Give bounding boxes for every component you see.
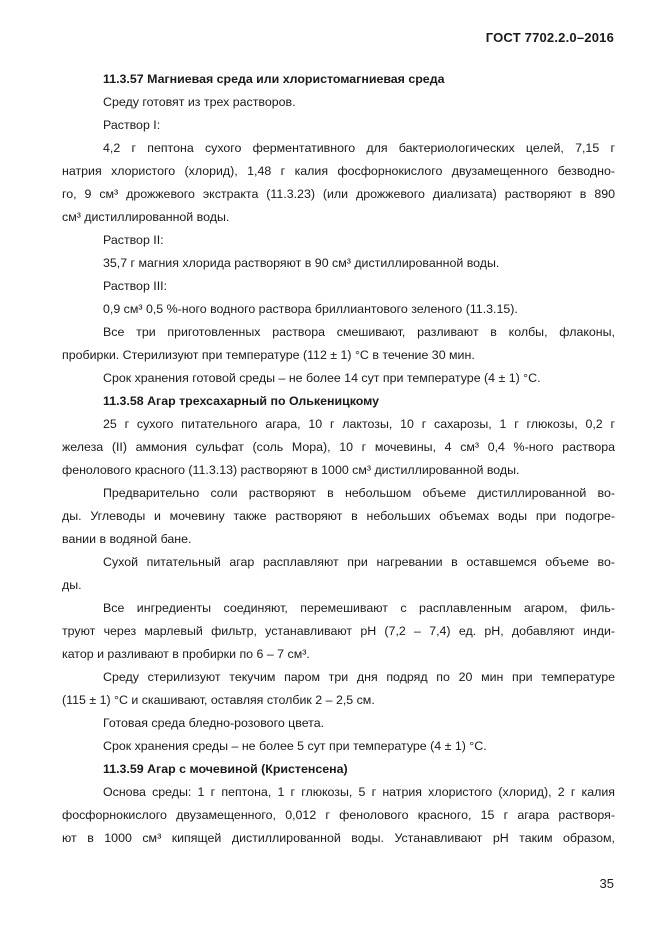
text-line: Среду готовят из трех растворов. — [103, 95, 296, 109]
text-line: ют в 1000 см³ кипящей дистиллированной воды. Устанавливают рН таким образом, — [62, 831, 615, 845]
section-heading: 11.3.57 Магниевая среда или хлористомагниевая среда — [103, 72, 445, 86]
text-line: Все три приготовленных раствора смешивают, разливают в колбы, флаконы, — [103, 325, 615, 339]
text-line: пробирки. Стерилизуют при температуре (112 ± 1) °С в течение 30 мин. — [62, 348, 475, 362]
text-line: Основа среды: 1 г пептона, 1 г глюкозы, 5 г натрия хлористого (хлорид), 2 г калия — [103, 785, 615, 799]
text-line: 0,9 см³ 0,5 %-ного водного раствора бриллиантового зеленого (11.3.15). — [103, 302, 518, 316]
text-line: вании в водяной бане. — [62, 532, 192, 546]
text-line: Предварительно соли растворяют в небольшом объеме дистиллированной во- — [103, 486, 615, 500]
text-line: труют через марлевый фильтр, устанавливают рН (7,2 – 7,4) ед. рН, добавляют инди- — [62, 624, 615, 638]
text-line: катор и разливают в пробирки по 6 – 7 см³. — [62, 647, 310, 661]
text-line: фосфорнокислого двузамещенного, 0,012 г фенолового красного, 15 г агара растворя- — [62, 808, 615, 822]
text-line: Раствор III: — [103, 279, 168, 293]
text-line: Все ингредиенты соединяют, перемешивают с расплавленным агаром, филь- — [103, 601, 615, 615]
text-line: Готовая среда бледно-розового цвета. — [103, 716, 325, 730]
text-line: ды. Углеводы и мочевину также растворяют в небольших объемах воды при подогре- — [62, 509, 615, 523]
text-line: 35,7 г магния хлорида растворяют в 90 см³ дистиллированной воды. — [103, 256, 500, 270]
text-line: 4,2 г пептона сухого ферментативного для бактериологических целей, 7,15 г — [103, 141, 615, 155]
text-line: го, 9 см³ дрожжевого экстракта (11.3.23) (или дрожжевого диализата) растворяют в 890 — [62, 187, 615, 201]
text-line: Сухой питательный агар расплавляют при нагревании в оставшемся объеме во- — [103, 555, 615, 569]
text-line: см³ дистиллированной воды. — [62, 210, 230, 224]
text-line: 25 г сухого питательного агара, 10 г лактозы, 10 г сахарозы, 1 г глюкозы, 0,2 г — [103, 417, 615, 431]
text-line: железа (II) аммония сульфат (соль Мора), 10 г мочевины, 4 см³ 0,4 %-ного раствора — [62, 440, 615, 454]
page-number: 35 — [599, 876, 614, 891]
text-line: фенолового красного (11.3.13) растворяют в 1000 см³ дистиллированной воды. — [62, 463, 520, 477]
text-line: Срок хранения среды – не более 5 сут при температуре (4 ± 1) °С. — [103, 739, 487, 753]
text-line: Раствор II: — [103, 233, 164, 247]
text-line: ды. — [62, 578, 82, 592]
text-line: (115 ± 1) °С и скашивают, оставляя столбик 2 – 2,5 см. — [62, 693, 375, 707]
document-code: ГОСТ 7702.2.0–2016 — [485, 30, 614, 45]
text-line: Раствор I: — [103, 118, 161, 132]
document-body — [62, 68, 615, 850]
section-heading: 11.3.58 Агар трехсахарный по Олькеницкому — [103, 394, 380, 408]
text-line: Срок хранения готовой среды – не более 14 сут при температуре (4 ± 1) °С. — [103, 371, 541, 385]
text-line: натрия хлористого (хлорид), 1,48 г калия фосфорнокислого двузамещенного безводно- — [62, 164, 615, 178]
section-heading: 11.3.59 Агар с мочевиной (Кристенсена) — [103, 762, 348, 776]
text-line: Среду стерилизуют текучим паром три дня подряд по 20 мин при температуре — [103, 670, 615, 684]
